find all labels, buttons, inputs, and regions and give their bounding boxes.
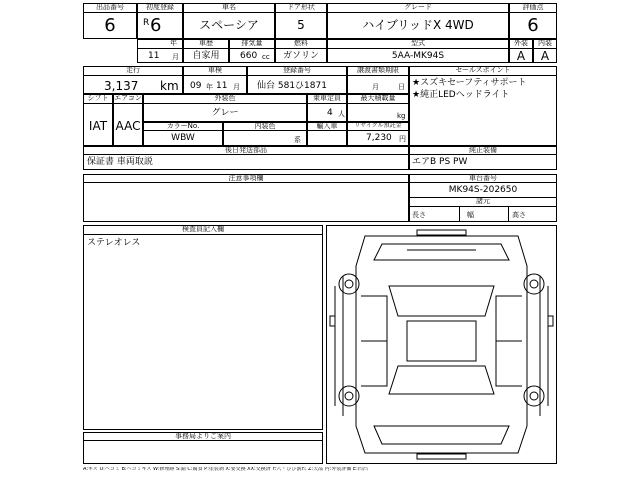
- inspection-year-unit: 年: [206, 83, 213, 91]
- plate-number: 仙台 581ひ1871: [257, 81, 327, 91]
- capacity-unit: 人: [338, 110, 345, 118]
- color-header: 外装色: [214, 94, 236, 102]
- dimensions-header: 諸元: [476, 197, 490, 205]
- mileage-header: 走行: [126, 66, 140, 74]
- damage-legend: A:キズ U:ヘコミ B:ヘコミキズ W:修理跡 S:錆 C:腐食 P:塗装剥 X:要交換 XX:交換済 Y:穴・ひび割れ Z:欠品 内:外装評価 E:凹凸: [83, 467, 368, 472]
- delivery-header: 後日発送部品: [225, 146, 267, 154]
- registration-month: 11: [148, 51, 160, 61]
- chassis-number: MK94S-202650: [448, 185, 518, 195]
- delivery-parts: 保証書 車両取説: [87, 157, 153, 167]
- grade-header: グレード: [404, 3, 432, 11]
- model: 5AA-MK94S: [391, 51, 445, 61]
- model-header: 型式: [411, 39, 425, 47]
- shift-header: シフト: [87, 94, 109, 102]
- ac: AAC: [115, 119, 141, 133]
- recycle-fee-unit: 円: [399, 135, 406, 143]
- sales-point-2: ★純正LEDヘッドライト: [412, 90, 510, 100]
- inspection-month-unit: 月: [233, 83, 240, 91]
- interior-header: 内装: [538, 39, 552, 47]
- score-header: 評価点: [522, 3, 544, 11]
- fuel: ガソリン: [282, 51, 319, 61]
- load-header: 最大積載量: [360, 94, 396, 102]
- notes-header: 注意事項欄: [228, 174, 264, 182]
- inspector-box: [83, 225, 323, 430]
- length-label: 長さ: [412, 211, 426, 219]
- grade: ハイブリッドX 4WD: [362, 18, 474, 32]
- interior-color-unit: 系: [294, 136, 301, 144]
- import-header: 輸入車: [316, 122, 338, 130]
- capacity-header: 乗車定員: [313, 94, 341, 102]
- sales-point-header: セールスポイント: [455, 66, 511, 74]
- height-label: 高さ: [512, 211, 526, 219]
- mileage: 3,137: [104, 79, 139, 93]
- use: 自家用: [192, 51, 220, 61]
- cc-unit: cc: [262, 53, 270, 61]
- inspection-header: 車検: [208, 66, 222, 74]
- door-header: ドア形状: [287, 3, 315, 11]
- inspection-year: 09: [190, 81, 202, 91]
- score: 6: [527, 15, 539, 36]
- capacity: 4: [327, 108, 333, 118]
- load-unit: kg: [397, 112, 406, 120]
- lot-number: 6: [104, 15, 116, 36]
- fuel-header: 燃料: [294, 39, 308, 47]
- inspector-header: 検査員記入欄: [182, 225, 224, 233]
- recycle-month: 月: [372, 83, 379, 91]
- car-name-header: 車名: [222, 3, 236, 11]
- car-name: スペーシア: [199, 18, 259, 32]
- displacement-header: 排気量: [241, 39, 263, 47]
- color-number: WBW: [171, 133, 195, 143]
- inspection-month: 11: [216, 81, 228, 91]
- year-unit: 年: [170, 39, 177, 47]
- era: R: [143, 18, 150, 28]
- recycle-fee: 7,230: [366, 133, 392, 143]
- plate-header: 登録番号: [283, 66, 311, 74]
- recycle-day: 日: [398, 83, 405, 91]
- interior-color-header: 内装色: [254, 122, 276, 130]
- recycle-fee-header: リサイクル預託金: [354, 122, 402, 129]
- sales-point-1: ★スズキセーフティサポート: [412, 78, 527, 88]
- recycle-date-header: 譲渡書類期限: [357, 66, 399, 74]
- displacement: 660: [240, 51, 258, 61]
- office-header: 事務局よりご案内: [175, 432, 231, 440]
- car-damage-diagram: [327, 226, 556, 463]
- exterior-grade: A: [516, 49, 526, 63]
- width-label: 幅: [467, 211, 474, 219]
- lot-number-header: 出品番号: [96, 3, 124, 11]
- exterior-header: 外装: [514, 39, 528, 47]
- month-unit: 月: [172, 53, 179, 61]
- door-count: 5: [297, 18, 305, 32]
- shift: IAT: [88, 119, 108, 133]
- use-header: 車歴: [199, 39, 213, 47]
- exterior-color: グレー: [211, 108, 239, 118]
- interior-grade: A: [540, 49, 550, 63]
- first-registration-header: 初度登録: [146, 3, 174, 11]
- ac-header: エアコン: [114, 94, 142, 102]
- genuine-equipment-header: 純正装備: [469, 146, 497, 154]
- registration-year: 6: [150, 15, 162, 36]
- color-no-header: カラーNo.: [166, 122, 200, 130]
- inspector-note: ステレオレス: [87, 238, 141, 248]
- chassis-header: 車台番号: [469, 174, 497, 182]
- genuine-equipment: エアB PS PW: [412, 157, 468, 167]
- km-unit: km: [160, 79, 179, 93]
